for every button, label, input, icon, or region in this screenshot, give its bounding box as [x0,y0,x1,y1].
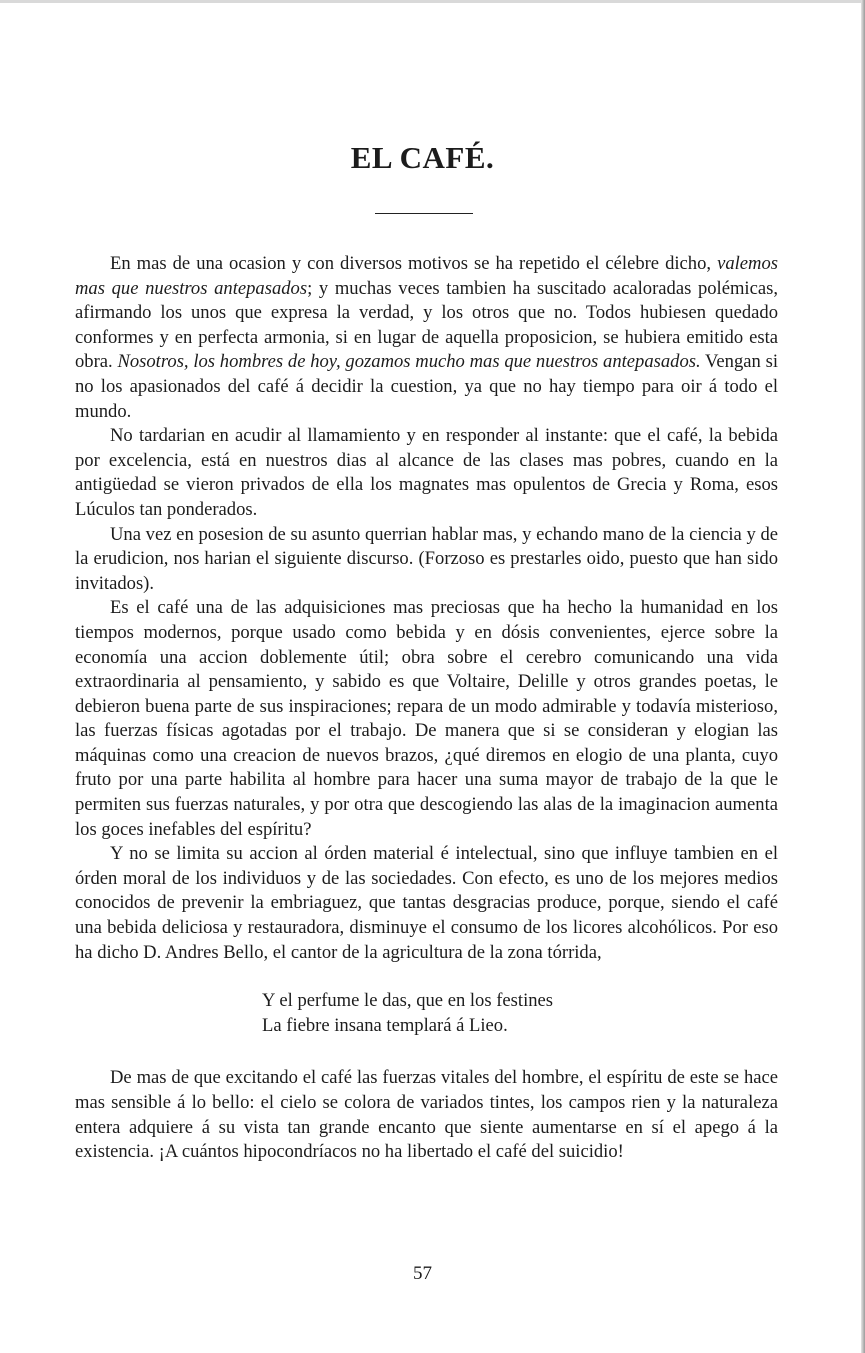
verse-quote [262,989,778,1038]
paragraph-1-italic-saying: valemos mas que nuestros antepasados [75,253,778,299]
chapter-title: EL CAFÉ. [350,140,495,175]
paragraph-1-italic-thesis: Nosotros, los hombres de hoy, gozamos mucho mas que nuestros antepasados. [117,351,701,373]
paragraph-2: No tardarian en acudir al llamamiento y en responder al instante: que el café, la bebida por excelencia, está en nuestros dias al alcance de las clases mas pobres, cuando en la antigüedad se vieron privados de ella los magnates mas opulentos de Grecia y Roma, esos Lúculos tan ponderados. [75,425,778,520]
verse-line-2: La fiebre insana templará á Lieo. [262,1014,508,1036]
paragraph-1-part-3: Vengan si no los apasionados del café á decidir la cuestion, ya que no hay tiempo para oir á todo el mundo. [75,351,778,422]
verse-line-1: Y el perfume le das, que en los festines [262,990,554,1012]
paragraph-1-part-2: ; y muchas veces tambien ha suscitado acaloradas polémicas, afirmando los unos que expresa la verdad, y los otros que no. Todos hubiesen quedado conformes y en perfecta armonia, si en lugar de aquella proposicion, se hubiera emitido esta obra. [75,277,778,373]
page-number: 57 [413,1263,432,1284]
paragraph-4: Es el café una de las adquisiciones mas preciosas que ha hecho la humanidad en los tiempos modernos, porque usado como bebida y en dósis convenientes, ejerce sobre la economía una accion doblemente útil; obra sobre el cerebro comunicando una vida extraordinaria al pensamiento, y sabido es que Voltaire, Delille y otros grandes poetas, le debieron buena parte de sus inspiraciones; repara de un modo admirable y todavía misterioso, las fuerzas físicas agotadas por el trabajo. De manera que si se consideran y elogian las máquinas como una creacion de nuevos brazos, ¿qué diremos en elogio de una planta, cuyo fruto por una parte habilita al hombre para hacer una suma mayor de trabajo de la que le permiten sus fuerzas naturales, y por otra que descogiendo las alas de la imaginacion aumenta los goces inefables del espíritu? [75,597,778,840]
paragraph-1-part-1: En mas de una ocasion y con diversos motivos se ha repetido el célebre dicho, [110,253,718,274]
page-top-edge [0,0,865,3]
body-text [75,252,778,1165]
page-right-edge [861,0,865,1353]
title-divider [375,213,473,214]
paragraph-1 [75,252,778,424]
paragraph-5: Y no se limita su accion al órden material é intelectual, sino que influye tambien en el órden moral de los individuos y de las sociedades. Con efecto, es uno de los mejores medios conocidos de prevenir la embriaguez, que tantas desgracias produce, porque, siendo el café una bebida deliciosa y restauradora, disminuye el consumo de los licores alcohólicos. Por eso ha dicho D. Andres Bello, el cantor de la agricultura de la zona tórrida, [75,843,778,963]
closing-paragraph: De mas de que excitando el café las fuerzas vitales del hombre, el espíritu de este se hace mas sensible á lo bello: el cielo se colora de variados tintes, los campos rien y la naturaleza entera adquiere á su vista tan grande encanto que siente aumentarse en sí el apego á la existencia. ¡A cuántos hipocondríacos no ha libertado el café del suicidio! [75,1067,778,1163]
paragraph-3: Una vez en posesion de su asunto querrian hablar mas, y echando mano de la ciencia y de la erudicion, nos harian el siguiente discurso. (Forzoso es prestarles oido, puesto que han sido invitados). [75,523,778,594]
